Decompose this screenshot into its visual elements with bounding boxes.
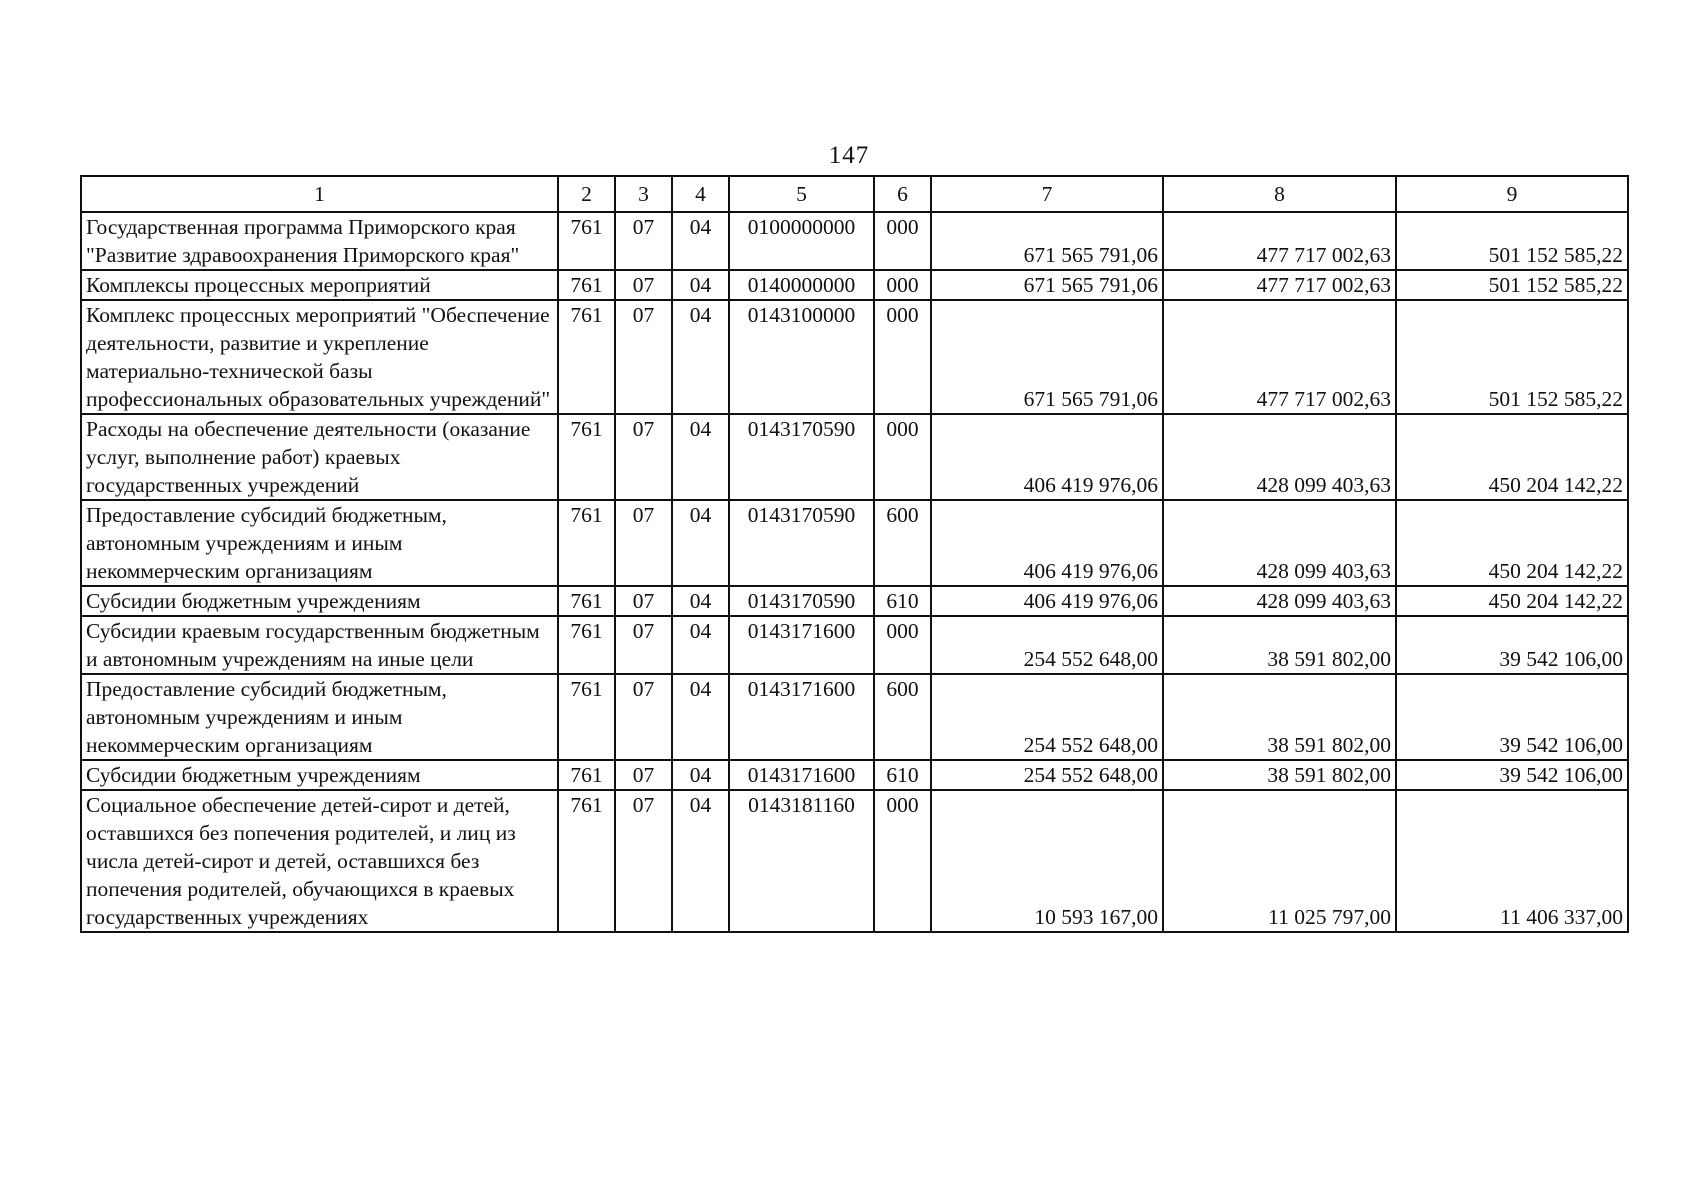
amount-col9: 11 406 337,00 bbox=[1396, 790, 1628, 932]
amount-col7: 10 593 167,00 bbox=[931, 790, 1163, 932]
amount-col8: 477 717 002,63 bbox=[1163, 300, 1396, 414]
column-number-row bbox=[81, 176, 1628, 212]
column-header: 5 bbox=[729, 176, 874, 212]
column-header: 7 bbox=[931, 176, 1163, 212]
section-code: 07 bbox=[615, 414, 672, 500]
row-name: Государственная программа Приморского края "Развитие здравоохранения Приморского края" bbox=[81, 212, 558, 270]
amount-col8: 38 591 802,00 bbox=[1163, 616, 1396, 674]
amount-col7: 671 565 791,06 bbox=[931, 270, 1163, 300]
section-code: 07 bbox=[615, 616, 672, 674]
amount-col7: 406 419 976,06 bbox=[931, 414, 1163, 500]
table-row bbox=[81, 414, 1628, 500]
ministry-code: 761 bbox=[558, 270, 615, 300]
amount-col7: 406 419 976,06 bbox=[931, 586, 1163, 616]
section-code: 07 bbox=[615, 674, 672, 760]
target-article-code: 0143171600 bbox=[729, 760, 874, 790]
ministry-code: 761 bbox=[558, 500, 615, 586]
column-header: 6 bbox=[874, 176, 931, 212]
target-article-code: 0143170590 bbox=[729, 500, 874, 586]
amount-col8: 38 591 802,00 bbox=[1163, 760, 1396, 790]
ministry-code: 761 bbox=[558, 212, 615, 270]
row-name: Комплексы процессных мероприятий bbox=[81, 270, 558, 300]
section-code: 07 bbox=[615, 300, 672, 414]
row-name: Комплекс процессных мероприятий "Обеспечение деятельности, развитие и укрепление материально-технической базы профессиональных образовательных учреждений" bbox=[81, 300, 558, 414]
subsection-code: 04 bbox=[672, 212, 729, 270]
amount-col7: 254 552 648,00 bbox=[931, 616, 1163, 674]
section-code: 07 bbox=[615, 760, 672, 790]
subsection-code: 04 bbox=[672, 760, 729, 790]
target-article-code: 0143100000 bbox=[729, 300, 874, 414]
column-header: 4 bbox=[672, 176, 729, 212]
target-article-code: 0143171600 bbox=[729, 674, 874, 760]
amount-col8: 428 099 403,63 bbox=[1163, 586, 1396, 616]
ministry-code: 761 bbox=[558, 414, 615, 500]
amount-col7: 406 419 976,06 bbox=[931, 500, 1163, 586]
row-name: Субсидии бюджетным учреждениям bbox=[81, 760, 558, 790]
row-name: Субсидии бюджетным учреждениям bbox=[81, 586, 558, 616]
table-row bbox=[81, 270, 1628, 300]
amount-col9: 450 204 142,22 bbox=[1396, 586, 1628, 616]
amount-col8: 428 099 403,63 bbox=[1163, 500, 1396, 586]
expense-type-code: 000 bbox=[874, 790, 931, 932]
amount-col9: 39 542 106,00 bbox=[1396, 616, 1628, 674]
subsection-code: 04 bbox=[672, 616, 729, 674]
amount-col7: 671 565 791,06 bbox=[931, 300, 1163, 414]
amount-col8: 38 591 802,00 bbox=[1163, 674, 1396, 760]
subsection-code: 04 bbox=[672, 500, 729, 586]
expense-type-code: 000 bbox=[874, 300, 931, 414]
amount-col9: 39 542 106,00 bbox=[1396, 674, 1628, 760]
amount-col8: 11 025 797,00 bbox=[1163, 790, 1396, 932]
expense-type-code: 610 bbox=[874, 586, 931, 616]
expense-type-code: 000 bbox=[874, 270, 931, 300]
table-row bbox=[81, 790, 1628, 932]
table-row bbox=[81, 212, 1628, 270]
ministry-code: 761 bbox=[558, 760, 615, 790]
subsection-code: 04 bbox=[672, 586, 729, 616]
column-header: 1 bbox=[81, 176, 558, 212]
table-row bbox=[81, 586, 1628, 616]
page-number: 147 bbox=[828, 142, 870, 169]
row-name: Предоставление субсидий бюджетным, автономным учреждениям и иным некоммерческим организациям bbox=[81, 500, 558, 586]
amount-col9: 501 152 585,22 bbox=[1396, 300, 1628, 414]
target-article-code: 0143170590 bbox=[729, 586, 874, 616]
column-header: 2 bbox=[558, 176, 615, 212]
section-code: 07 bbox=[615, 270, 672, 300]
subsection-code: 04 bbox=[672, 790, 729, 932]
table-row bbox=[81, 616, 1628, 674]
section-code: 07 bbox=[615, 790, 672, 932]
section-code: 07 bbox=[615, 212, 672, 270]
column-header: 8 bbox=[1163, 176, 1396, 212]
table-row bbox=[81, 760, 1628, 790]
column-header: 9 bbox=[1396, 176, 1628, 212]
amount-col9: 39 542 106,00 bbox=[1396, 760, 1628, 790]
amount-col9: 450 204 142,22 bbox=[1396, 500, 1628, 586]
section-code: 07 bbox=[615, 586, 672, 616]
target-article-code: 0143170590 bbox=[729, 414, 874, 500]
target-article-code: 0143181160 bbox=[729, 790, 874, 932]
column-header: 3 bbox=[615, 176, 672, 212]
amount-col9: 501 152 585,22 bbox=[1396, 270, 1628, 300]
expense-type-code: 000 bbox=[874, 616, 931, 674]
section-code: 07 bbox=[615, 500, 672, 586]
ministry-code: 761 bbox=[558, 616, 615, 674]
ministry-code: 761 bbox=[558, 300, 615, 414]
amount-col7: 254 552 648,00 bbox=[931, 674, 1163, 760]
subsection-code: 04 bbox=[672, 414, 729, 500]
subsection-code: 04 bbox=[672, 674, 729, 760]
row-name: Субсидии краевым государственным бюджетным и автономным учреждениям на иные цели bbox=[81, 616, 558, 674]
ministry-code: 761 bbox=[558, 674, 615, 760]
expense-type-code: 600 bbox=[874, 674, 931, 760]
budget-table bbox=[80, 175, 1629, 933]
expense-type-code: 000 bbox=[874, 414, 931, 500]
amount-col9: 501 152 585,22 bbox=[1396, 212, 1628, 270]
amount-col7: 254 552 648,00 bbox=[931, 760, 1163, 790]
target-article-code: 0100000000 bbox=[729, 212, 874, 270]
expense-type-code: 600 bbox=[874, 500, 931, 586]
row-name: Предоставление субсидий бюджетным, автономным учреждениям и иным некоммерческим организациям bbox=[81, 674, 558, 760]
table-row bbox=[81, 300, 1628, 414]
amount-col8: 428 099 403,63 bbox=[1163, 414, 1396, 500]
expense-type-code: 000 bbox=[874, 212, 931, 270]
amount-col9: 450 204 142,22 bbox=[1396, 414, 1628, 500]
subsection-code: 04 bbox=[672, 270, 729, 300]
amount-col8: 477 717 002,63 bbox=[1163, 270, 1396, 300]
ministry-code: 761 bbox=[558, 790, 615, 932]
ministry-code: 761 bbox=[558, 586, 615, 616]
amount-col7: 671 565 791,06 bbox=[931, 212, 1163, 270]
target-article-code: 0143171600 bbox=[729, 616, 874, 674]
row-name: Социальное обеспечение детей-сирот и детей, оставшихся без попечения родителей, и лиц из числа детей-сирот и детей, оставшихся без попечения родителей, обучающихся в краевых государственных учреждениях bbox=[81, 790, 558, 932]
subsection-code: 04 bbox=[672, 300, 729, 414]
table-row bbox=[81, 674, 1628, 760]
table-row bbox=[81, 500, 1628, 586]
amount-col8: 477 717 002,63 bbox=[1163, 212, 1396, 270]
row-name: Расходы на обеспечение деятельности (оказание услуг, выполнение работ) краевых государственных учреждений bbox=[81, 414, 558, 500]
expense-type-code: 610 bbox=[874, 760, 931, 790]
target-article-code: 0140000000 bbox=[729, 270, 874, 300]
